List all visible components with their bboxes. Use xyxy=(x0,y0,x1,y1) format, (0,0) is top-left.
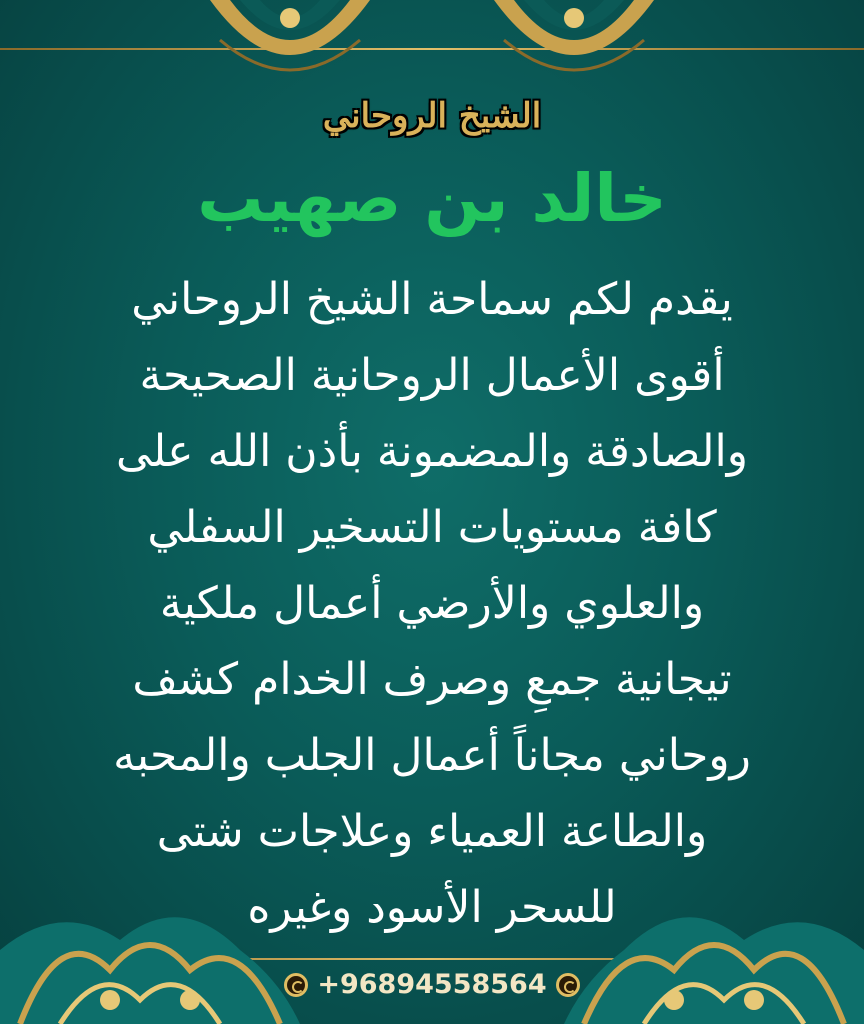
phone-number[interactable]: +96894558564 xyxy=(317,969,547,1000)
body-line: تيجانية جمعِ وصرف الخدام كشف xyxy=(132,654,732,705)
body-text xyxy=(60,262,804,946)
body-line: والعلوي والأرضي أعمال ملكية xyxy=(159,578,705,629)
body-line: والصادقة والمضمونة بأذن الله على xyxy=(116,426,748,477)
contact-row xyxy=(0,968,864,1000)
whatsapp-icon[interactable] xyxy=(284,973,308,997)
top-left-ornament-icon xyxy=(200,0,380,100)
whatsapp-icon[interactable] xyxy=(556,973,580,997)
body-line: أقوى الأعمال الروحانية الصحيحة xyxy=(139,350,725,401)
top-right-ornament-icon xyxy=(484,0,664,100)
subtitle: الشيخ الروحاني xyxy=(322,96,542,136)
sheikh-name: خالد بن صهيب xyxy=(197,160,667,237)
body-line: يقدم لكم سماحة الشيخ الروحاني xyxy=(131,274,733,325)
body-line: كافة مستويات التسخير السفلي xyxy=(147,502,717,553)
body-line: روحاني مجاناً أعمال الجلب والمحبه xyxy=(113,730,751,781)
body-line: والطاعة العمياء وعلاجات شتى xyxy=(156,806,708,857)
top-frame-line xyxy=(0,48,864,50)
body-line: للسحر الأسود وغيره xyxy=(247,882,617,933)
